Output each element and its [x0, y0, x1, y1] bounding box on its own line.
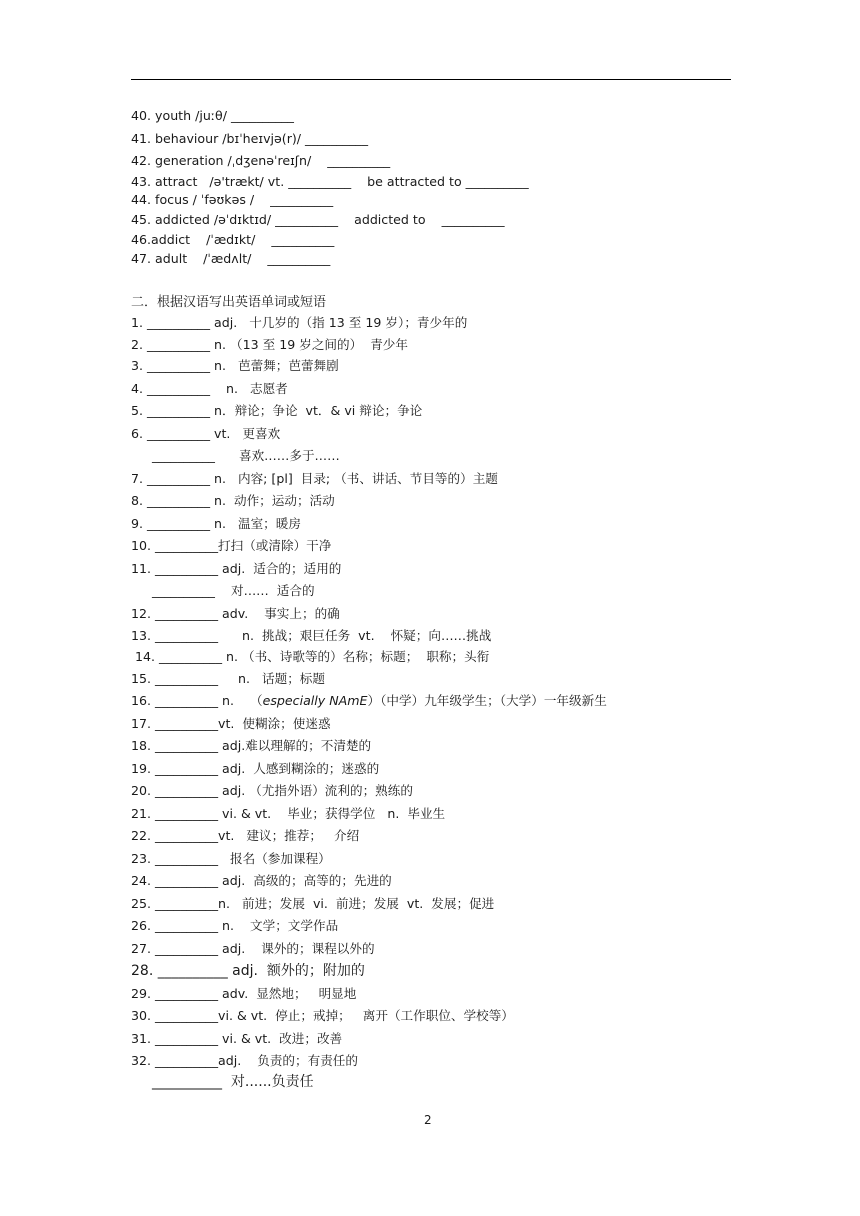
vocab-line-44: 44. focus / ˈfəʊkəs / __________: [131, 192, 334, 207]
exercise-item-21: 21. __________ vi. & vt. 毕业；获得学位 n. 毕业生: [131, 806, 446, 821]
exercise-item-22: 22. __________vt. 建议；推荐； 介绍: [131, 828, 360, 843]
exercise-item-28: 28. __________ adj. 额外的；附加的: [131, 963, 365, 979]
item16-em: especially NAmE: [262, 693, 368, 708]
exercise-item-32-phrase: __________ 对......负责任: [152, 1074, 314, 1090]
exercise-item-2: 2. __________ n. （13 至 19 岁之间的） 青少年: [131, 337, 408, 352]
exercise-item-18: 18. __________ adj.难以理解的；不清楚的: [131, 738, 372, 753]
exercise-item-31: 31. __________ vi. & vt. 改进；改善: [131, 1031, 343, 1046]
exercise-item-23: 23. __________ 报名（参加课程）: [131, 851, 331, 866]
vocab-line-42: 42. generation /ˌdʒenəˈreɪʃn/ __________: [131, 153, 391, 168]
exercise-item-5: 5. __________ n．辩论；争论 vt．& vi 辩论；争论: [131, 403, 423, 418]
vocab-line-46: 46.addict /ˈædɪkt/ __________: [131, 232, 335, 247]
exercise-item-7: 7. __________ n. 内容; [pl] 目录; （书、讲话、节目等的）主题: [131, 471, 498, 486]
exercise-item-4: 4. __________ n. 志愿者: [131, 381, 288, 396]
exercise-item-14: 14. __________ n. （书、诗歌等的）名称；标题； 职称；头衔: [131, 649, 490, 664]
item16-tail: ）（中学）九年级学生；（大学）一年级新生: [367, 693, 607, 708]
exercise-item-6-phrase: __________ 喜欢……多于……: [152, 448, 340, 463]
item16-open: （: [250, 693, 263, 708]
exercise-item-29: 29. __________ adv. 显然地； 明显地: [131, 986, 357, 1001]
header-rule: [131, 79, 731, 80]
vocab-line-41: 41. behaviour /bɪˈheɪvjə(r)/ __________: [131, 131, 368, 146]
vocab-line-45: 45. addicted /əˈdɪktɪd/ __________ addicted to __________: [131, 212, 505, 227]
exercise-item-11: 11. __________ adj. 适合的；适用的: [131, 561, 342, 576]
section-title: 二．根据汉语写出英语单词或短语: [131, 295, 327, 310]
exercise-item-26: 26. __________ n. 文学；文学作品: [131, 918, 339, 933]
exercise-item-15: 15. __________ n. 话题；标题: [131, 671, 325, 686]
exercise-item-25: 25. __________n. 前进；发展 vi. 前进；发展 vt. 发展；促进: [131, 896, 495, 911]
exercise-item-16: [131, 693, 607, 709]
exercise-item-6: 6. __________ vt. 更喜欢: [131, 426, 281, 441]
exercise-item-1: 1. __________ adj. 十几岁的（指 13 至 19 岁）；青少年的: [131, 315, 468, 330]
exercise-item-12: 12. __________ adv. 事实上；的确: [131, 606, 340, 621]
exercise-item-24: 24. __________ adj. 高级的；高等的；先进的: [131, 873, 392, 888]
exercise-item-27: 27. __________ adj. 课外的；课程以外的: [131, 941, 375, 956]
exercise-item-17: 17. __________vt. 使糊涂；使迷惑: [131, 716, 331, 731]
exercise-item-13: 13. __________ n. 挑战；艰巨任务 vt. 怀疑；向……挑战: [131, 628, 492, 643]
item16-prefix: 16. __________ n.: [131, 693, 251, 708]
exercise-item-8: 8. __________ n. 动作；运动；活动: [131, 493, 335, 508]
vocab-line-43: 43. attract /ə'trækt/ vt. __________ be attracted to __________: [131, 174, 529, 189]
exercise-item-20: 20. __________ adj. （尤指外语）流利的；熟练的: [131, 783, 413, 798]
page-number: 2: [424, 1113, 432, 1127]
exercise-item-10: 10. __________打扫（或清除）干净: [131, 538, 332, 553]
exercise-item-30: 30. __________vi. & vt. 停止；戒掉； 离开（工作职位、学校等）: [131, 1008, 514, 1023]
exercise-item-9: 9. __________ n. 温室；暖房: [131, 516, 301, 531]
exercise-item-11-phrase: __________ 对…… 适合的: [152, 583, 315, 598]
exercise-item-19: 19. __________ adj. 人感到糊涂的；迷惑的: [131, 761, 380, 776]
vocab-line-40: 40. youth /juːθ/ __________: [131, 108, 294, 123]
vocab-line-47: 47. adult /ˈædʌlt/ __________: [131, 251, 331, 266]
exercise-item-32: 32. __________adj. 负责的；有责任的: [131, 1053, 358, 1068]
exercise-item-3: 3. __________ n. 芭蕾舞；芭蕾舞剧: [131, 358, 339, 373]
